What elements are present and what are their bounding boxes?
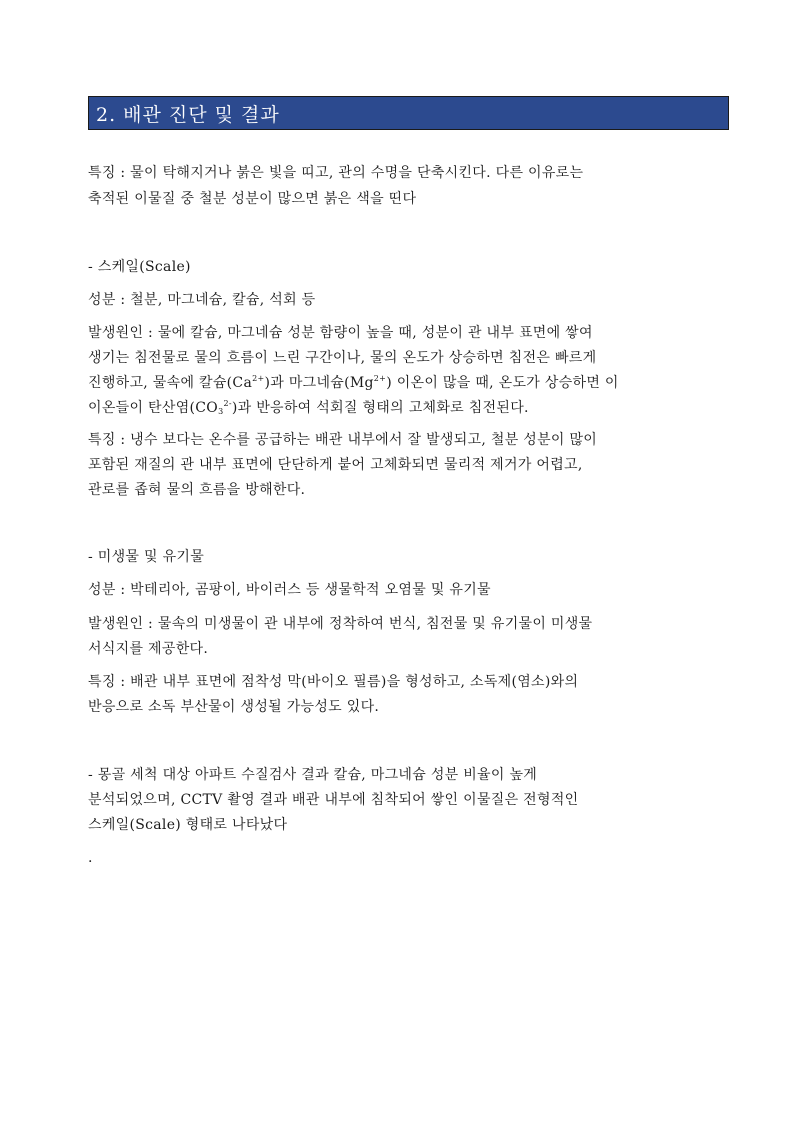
- trailing-mark: .: [88, 850, 93, 866]
- scale-cause-line-4: [88, 396, 529, 420]
- scale-cause-line-2: 생기는 침전물로 물의 흐름이 느린 구간이나, 물의 온도가 상승하면 침전은 빠르게: [88, 350, 597, 366]
- section-title: 2. 배관 진단 및 결과: [96, 104, 280, 126]
- result-line-3: 스케일(Scale) 형태로 나타났다: [88, 817, 288, 833]
- scale-cause-line-1: 발생원인 : 물에 칼슘, 마그네슘 성분 함량이 높을 때, 성분이 관 내부 표면에 쌓여: [88, 325, 593, 341]
- scale-feature-line-2: 포함된 재질의 관 내부 표면에 단단하게 붙어 고체화되면 물리적 제거가 어렵고,: [88, 457, 583, 473]
- scale-cause-line-3c: ) 이온이 많을 때, 온도가 상승하면 이: [386, 375, 619, 391]
- scale-component: 성분 : 철분, 마그네슘, 칼슘, 석회 등: [88, 292, 316, 308]
- scale-heading: - 스케일(Scale): [88, 259, 191, 275]
- result-line-1: - 몽골 세척 대상 아파트 수질검사 결과 칼슘, 마그네슘 성분 비율이 높게: [88, 767, 538, 783]
- carbonate-charge: 2-: [223, 399, 232, 408]
- scale-cause-line-3a: 진행하고, 물속에 칼슘(Ca: [88, 375, 253, 391]
- magnesium-charge: 2+: [373, 374, 387, 383]
- microbe-component: 성분 : 박테리아, 곰팡이, 바이러스 등 생물학적 오염물 및 유기물: [88, 582, 491, 598]
- calcium-charge: 2+: [252, 374, 265, 383]
- scale-cause-line-4b: )과 반응하여 석회질 형태의 고체화로 침전된다.: [231, 400, 529, 416]
- intro-line-2: 축적된 이물질 중 철분 성분이 많으면 붉은 색을 띤다: [88, 191, 417, 207]
- microbe-cause-line-2: 서식지를 제공한다.: [88, 641, 209, 657]
- intro-line-1: 특징 : 물이 탁해지거나 붉은 빛을 띠고, 관의 수명을 단축시킨다. 다른 이유로는: [88, 165, 584, 181]
- scale-cause-line-3: [88, 371, 619, 395]
- scale-cause-line-3b: )과 마그네슘(Mg: [264, 375, 374, 391]
- section-title-bar: [88, 96, 729, 130]
- microbe-heading: - 미생물 및 유기물: [88, 549, 205, 565]
- carbonate-subscript: 3: [218, 407, 224, 416]
- scale-cause-line-4a: 이온들이 탄산염(CO: [88, 400, 219, 416]
- scale-feature-line-1: 특징 : 냉수 보다는 온수를 공급하는 배관 내부에서 잘 발생되고, 철분 성분이 많이: [88, 432, 598, 448]
- microbe-cause-line-1: 발생원인 : 물속의 미생물이 관 내부에 정착하여 번식, 침전물 및 유기물이 미생물: [88, 616, 593, 632]
- scale-feature-line-3: 관로를 좁혀 물의 흐름을 방해한다.: [88, 482, 306, 498]
- microbe-feature-line-1: 특징 : 배관 내부 표면에 점착성 막(바이오 필름)을 형성하고, 소독제(염소)와의: [88, 674, 579, 690]
- result-line-2: 분석되었으며, CCTV 촬영 결과 배관 내부에 침착되어 쌓인 이물질은 전형적인: [88, 792, 579, 808]
- microbe-feature-line-2: 반응으로 소독 부산물이 생성될 가능성도 있다.: [88, 699, 380, 715]
